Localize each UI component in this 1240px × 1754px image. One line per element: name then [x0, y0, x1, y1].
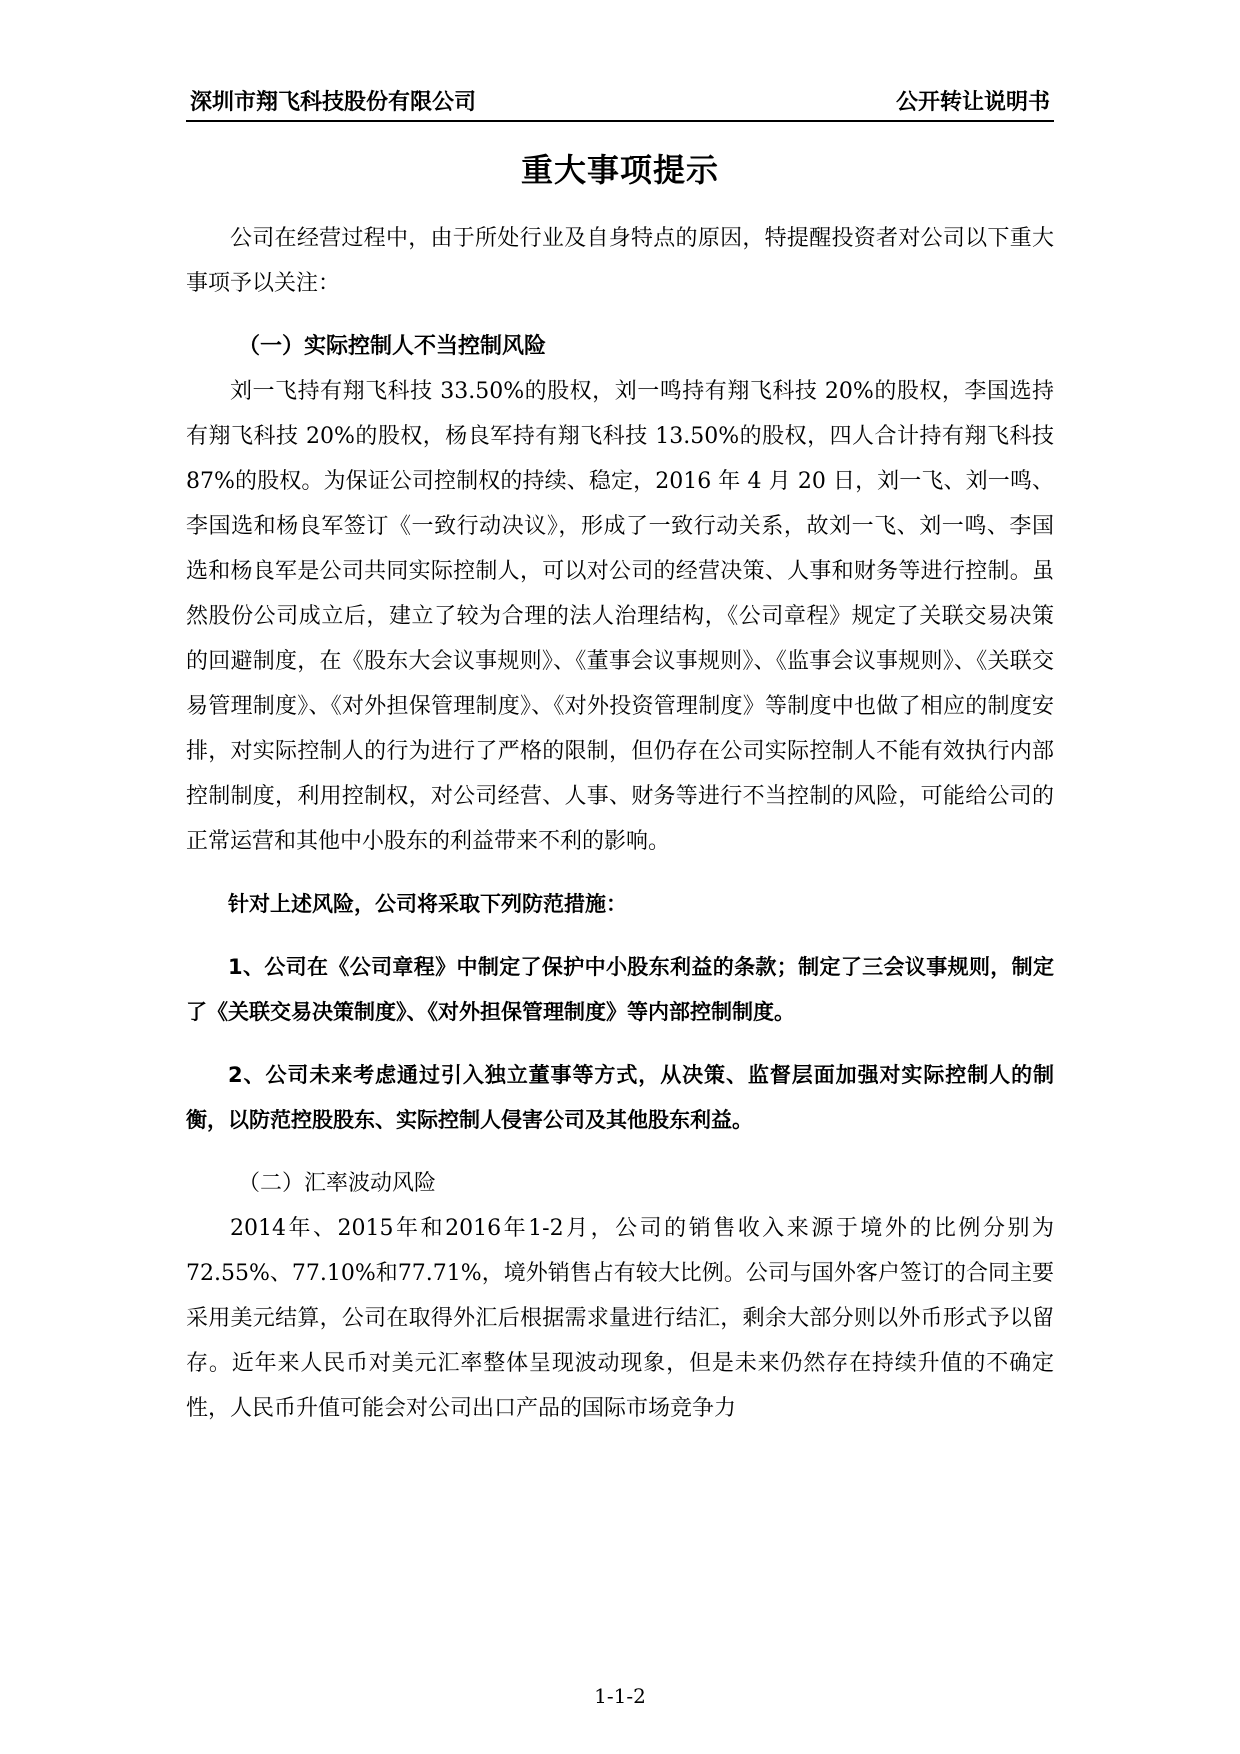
header-company-name: 深圳市翔飞科技股份有限公司 [190, 90, 477, 115]
page-title: 重大事项提示 [520, 151, 719, 189]
measure-1: 1、公司在《公司章程》中制定了保护中小股东利益的条款；制定了三会议事规则，制定了《关联交易决策制度》、《对外担保管理制度》等内部控制制度。 [186, 955, 1054, 1024]
section2-heading: （二）汇率波动风险 [238, 1171, 437, 1196]
header-document-type: 公开转让说明书 [895, 90, 1050, 115]
measure-2: 2、公司未来考虑通过引入独立董事等方式，从决策、监督层面加强对实际控制人的制衡，以防范控股股东、实际控制人侵害公司及其他股东利益。 [186, 1063, 1054, 1132]
page-number: 1-1-2 [594, 1684, 646, 1708]
section2-body: 2014年、2015年和2016年1-2月，公司的销售收入来源于境外的比例分别为72.55%、77.10%和77.71%，境外销售占有较大比例。公司与国外客户签订的合同主要采用美元结算，公司在取得外汇后根据需求量进行结汇，剩余大部分则以外币形式予以留存。近年来人民币对美元汇率整体呈现波动现象，但是未来仍然存在持续升值的不确定性，人民币升值可能会对公司出口产品的国际市场竞争力 [186, 1216, 1054, 1421]
section1-body: 刘一飞持有翔飞科技 33.50%的股权，刘一鸣持有翔飞科技 20%的股权，李国选持有翔飞科技 20%的股权，杨良军持有翔飞科技 13.50%的股权，四人合计持有翔飞科技 87%的股权。为保证公司控制权的持续、稳定，2016 年 4 月 20 日，刘一飞、刘一鸣、李国选和杨良军签订《一致行动决议》，形成了一致行动关系，故刘一飞、刘一鸣、李国选和杨良军是公司共同实际控制人，可以对公司的经营决策、人事和财务等进行控制。虽然股份公司成立后，建立了较为合理的法人治理结构，《公司章程》规定了关联交易决策的回避制度，在《股东大会议事规则》、《董事会议事规则》、《监事会议事规则》、《关联交易管理制度》、《对外担保管理制度》、《对外投资管理制度》等制度中也做了相应的制度安排，对实际控制人的行为进行了严格的限制，但仍存在公司实际控制人不能有效执行内部控制制度，利用控制权，对公司经营、人事、财务等进行不当控制的风险，可能给公司的正常运营和其他中小股东的利益带来不利的影响。 [186, 379, 1054, 854]
section1-heading: （一）实际控制人不当控制风险 [238, 334, 547, 359]
measures-intro: 针对上述风险，公司将采取下列防范措施： [228, 892, 627, 916]
document-body [186, 216, 1054, 1431]
intro-paragraph: 公司在经营过程中，由于所处行业及自身特点的原因，特提醒投资者对公司以下重大事项予以关注： [186, 226, 1054, 296]
page-header [186, 86, 1054, 122]
